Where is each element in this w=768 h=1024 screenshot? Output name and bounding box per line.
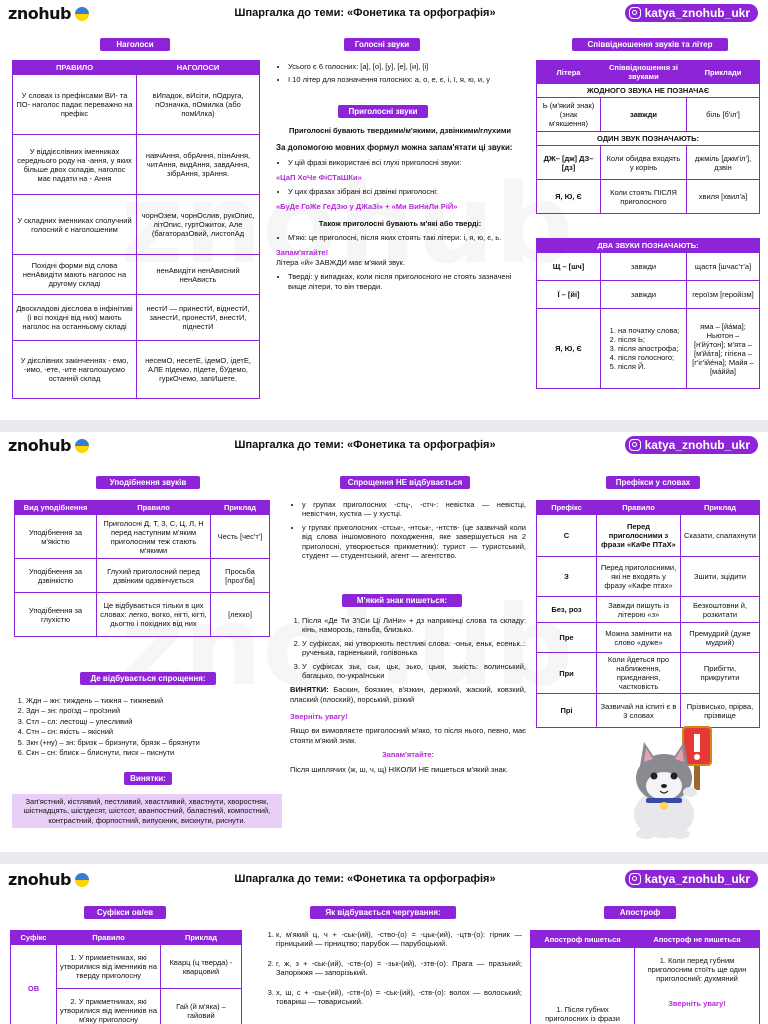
stress-example: несемО, несетЕ, ідемО, ідетЕ, АЛЕ пІдемо, пІдете, бУдемо, гуркОчемо, запИшете. (137, 341, 260, 399)
soft-sign-exc-text: Баскин, боязкин, в'язкин, держкий, жаский, ковзкий, плаский (плоский), порський, різкий (290, 685, 526, 704)
vowels-bullet: • Усього є 6 голосних: [а], [о], [у], [е], [и], [і] (288, 62, 524, 71)
simplify-item: 4. Стн – сн: якість – якісний (26, 727, 274, 736)
voiced-phrase: «БуДе ГоЖе ГеДЗю у ДЖаЗі» + «Ми ВиНиЛи РіЙ» (276, 201, 458, 211)
logo (8, 4, 89, 23)
instagram-icon (629, 873, 641, 885)
apostrophe-yes-rule: 1. Після губних приголосних із фрази (531, 948, 635, 1024)
chip-simplification: Де відбувається спрощення: (80, 672, 216, 685)
soft-sign-attention-text: Якщо ви вимовляєте приголосний м'яко, то після нього, певно, має стояти м'який знак. (290, 726, 526, 745)
no-simplify-item: • у групах приголосних -стц-, -стч-: невістка — невістці, невістчин, хустка — у хустці. (302, 500, 526, 519)
stress-example: чорнОзем, чорнОслив, рукОпис, літОпис, гуртОжиток, Але (багаторазОвий, листопАд (137, 195, 260, 255)
instagram-handle: katya_znohub_ukr (644, 872, 750, 886)
prefix-rule: Перед приголосними, які не входять у фразу «Кафе птах» (597, 557, 681, 597)
assim-rule: Приголосні Д, Т, З, С, Ц, Л, Н перед наступним м'яким приголосним теж стають м'якими (97, 515, 211, 559)
logo (8, 870, 89, 889)
chip-vowels: Голосні звуки (344, 38, 420, 51)
simplify-item: 3. Стл – сл: лестощі – улесливий (26, 717, 274, 726)
prefix-example: Премудрий (дуже мудрий) (681, 623, 760, 653)
suffix-rule: 2. У прикметниках, які утворилися від іменників на м'яку приголосну (57, 989, 161, 1024)
instagram-handle: katya_znohub_ukr (644, 438, 750, 452)
ratio-table-two (536, 238, 760, 389)
stress-rule: У складних іменниках сполучний голосний є наголошеним (13, 195, 137, 255)
ratio-relation: Коли стоять ПІСЛЯ приголосного (601, 180, 687, 214)
chip-consonants: Приголосні звуки (338, 105, 428, 118)
suffix-name: ОВ (11, 945, 57, 1024)
suffix-example: Гай (й м'яка) – гайовий (161, 989, 242, 1024)
stress-example: нестИ — принестИ, віднестИ, занестИ, пронестИ, внестИ, піднестИ (137, 295, 260, 341)
ratio-letter: Ь (м'який знак)(знак м'якшення) (537, 98, 601, 132)
ratio-example: хвиля [хвил'а] (687, 180, 760, 214)
assim-type: Уподібнення за глухістю (15, 593, 97, 637)
prefix-name: Пре (537, 623, 597, 653)
chip-no-simplification: Спрощення НЕ відбувається (340, 476, 470, 489)
soft-sign-exc-label: ВИНЯТКИ: (290, 685, 329, 695)
stress-header-stress: НАГОЛОСИ (137, 61, 260, 75)
stress-header-rule: ПРАВИЛО (13, 61, 137, 75)
voiceless-text: • У цій фразі використані всі глухі приголосні звуки: (288, 158, 524, 167)
prefix-example: Безкоштовни й, розкитати (681, 597, 760, 623)
consonants-intro: Приголосні бувають твердими/м'якими, дзвінкими/глухими (289, 126, 511, 135)
prefix-header-rule: Правило (597, 501, 681, 515)
voiceless-phrase: «ЦаП ХоЧе ФіСТаШКи» (276, 172, 362, 182)
instagram-badge[interactable] (625, 4, 758, 22)
formula-heading: За допомогою мовних формул можна запам'ятати ці звуки: (276, 143, 513, 153)
assim-rule: Глухий приголосний перед дзвінким одзвінчується (97, 559, 211, 593)
header-bar (0, 0, 768, 26)
soft-heading: Також приголосні бувають м'які або тверді: (318, 218, 482, 228)
simplify-item: 1. Ждн – жн: тиждень – тижня – тижневий (26, 696, 274, 705)
logo-text: znohub (8, 436, 71, 455)
no-simplification-block (290, 500, 526, 565)
prefix-example: Прибігти, прикрутити (681, 653, 760, 694)
soft-sign-item: 1. Після «Де Ти З'їСи Ці ЛиНи» + дз наприкінці слова та складу: кінь, наморозь, ганьба, близько. (302, 616, 526, 635)
ratio-rule-item: 5. після Й. (618, 362, 683, 371)
consonants-block (276, 126, 524, 296)
prefixes-table (536, 500, 760, 728)
logo-text: znohub (8, 4, 71, 23)
cheatsheet-page-1 (0, 0, 768, 420)
ratio-example: біль [б'іл'] (687, 98, 760, 132)
stress-table (12, 60, 260, 399)
ratio-rule-item: 4. після голосного; (618, 353, 683, 362)
stress-example: навчАння, обрАння, пізнАння, читАння, видАння, завдАння, зібрАння, зрАння. (137, 135, 260, 195)
soft-sign-remember-text: Після шиплячих (ж, ш, ч, щ) НІКОЛИ НЕ пишеться м'який знак. (290, 764, 509, 774)
logo-text: znohub (8, 870, 71, 889)
chip-soft-sign: М'який знак пишеться: (342, 594, 462, 607)
ratio-relation: завжди (601, 98, 687, 132)
apostrophe-attention: Зверніть увагу! (668, 999, 726, 1009)
prefix-example: Зшити, зцідити (681, 557, 760, 597)
ratio-section-two: ДВА ЗВУКИ ПОЗНАЧАЮТЬ: (537, 239, 760, 253)
ratio-relation: завжди (601, 253, 687, 281)
simplify-item: 6. Скн – сн: блиск – блиснути, писк – писнути (26, 748, 274, 757)
ratio-section-one: ОДИН ЗВУК ПОЗНАЧАЮТЬ: (537, 132, 760, 146)
voiced-text: • У цих фразах зібрані всі дзвінкі приголосні: (288, 187, 524, 196)
prefix-example: Прізвисько, прірва, прізвище (681, 694, 760, 728)
simplify-item: 5. Зкн (+ну) – зн: бризк – бризнути, брязк – брязнути (26, 738, 274, 747)
apostrophe-no-rule: 1. Коли перед губним приголосним стоїть ще один приголосний: духмяний (647, 956, 747, 984)
assim-rule: Це відбувається тільки в цих словах: легко, вогко, нігті, кігті, дьогтю і похідних від них (97, 593, 211, 637)
soft-sign-item: 3. У суфіксах зьк, ськ, цьк, зько, цьки, зькість: волинський, багацько, по-українськи (302, 662, 526, 681)
ratio-relation: Коли обидва входять у корінь (601, 146, 687, 180)
apostrophe-header-no: Апостроф не пишеться (635, 931, 760, 948)
prefix-rule: Завжди пишуть із літерою «з» (597, 597, 681, 623)
apostrophe-header-yes: Апостроф пишеться (531, 931, 635, 948)
ratio-example: яма – [йáма]; Ньютон – [н'йýтон]; м'ята – [м'йáта]; гігієна – [г'іг'ійéна]; Майя – [мáййа] (687, 309, 760, 389)
stress-example: вИпадок, вИсіти, пОдруга, пОзначка, пОмилка (або помИлка) (137, 75, 260, 135)
ratio-header-letter: Літера (537, 61, 601, 84)
page-gap (0, 852, 768, 864)
ratio-table (536, 60, 760, 214)
ratio-header-examples: Приклади (687, 61, 760, 84)
assim-example: [лехко] (211, 593, 270, 637)
ratio-letter: Ї – [йі] (537, 281, 601, 309)
exceptions-box: Зап'ястний, кістлявий, пестливий, хвастливий, хвастнути, хворостняк, шістнадцять, шістдесят, шістсот, аванпостний, баластний, компостний, контрастний, форпостний, випускник, вискнути, риснути. (12, 794, 282, 828)
instagram-icon (629, 7, 641, 19)
chip-alternation: Як відбувається чергування: (310, 906, 456, 919)
page-title: Шпаргалка до теми: «Фонетика та орфографія» (234, 7, 496, 19)
assim-example: Честь [чес'т'] (211, 515, 270, 559)
ratio-letter: Щ – [шч] (537, 253, 601, 281)
ratio-rule-item: 3. після апострофа; (618, 344, 683, 353)
simplify-item: 2. Здн – зн: проїзд – проїзний (26, 706, 274, 715)
ratio-example: джміль [джм'іл'], дзвін (687, 146, 760, 180)
cheatsheet-page-2 (0, 432, 768, 852)
no-simplify-item: • у групах приголосних -стськ-, -нтськ-, -нтств- (це зазвичай коли від слова іншомовного походження, яке завершується на 2 приголосні, утворюється прикметник): турист — туристський, студент — студентський, агент — агентство. (302, 523, 526, 561)
hard-text: • Тверді: у випадках, коли після приголосного не стоять зазначені вище літери, то він тверди. (288, 272, 524, 291)
instagram-badge[interactable] (625, 870, 758, 888)
apostrophe-no-cell (635, 948, 760, 1024)
soft-text: • М'які: це приголосні, після яких стоять такі літери: і, я, ю, є, ь. (288, 233, 524, 242)
prefix-rule: Можна замінити на слово «дуже» (597, 623, 681, 653)
page-title: Шпаргалка до теми: «Фонетика та орфографія» (234, 873, 496, 885)
ukraine-flag-icon (75, 439, 89, 453)
chip-prefixes: Префікси у словах (606, 476, 700, 489)
suffix-example: Кварц (ц тверда) - кварцовий (161, 945, 242, 989)
alternation-item: 2. г, ж, з + -ськ-(ий), -ств-(о) = -зьк-(ий), -зтв-(о): Прага — празький; Запоріжжя — запорізький. (276, 959, 522, 978)
assim-header-type: Вид уподібнення (15, 501, 97, 515)
ukraine-flag-icon (75, 873, 89, 887)
ratio-letter: ДЖ– [дж] ДЗ– [дз] (537, 146, 601, 180)
chip-assimilation: Уподібнення звуків (96, 476, 200, 489)
stress-rule: Двоскладові дієслова в інфінітиві (і всі похідні від них) мають наголос на останньому складі (13, 295, 137, 341)
suffixes-table (10, 930, 242, 1024)
prefix-example: Сказати, спалахнути (681, 515, 760, 557)
alternation-block (264, 930, 522, 1011)
suffix-rule: 1. У прикметниках, які утворилися від іменників на тверду приголосну (57, 945, 161, 989)
chip-suffixes: Суфікси ов/ев (84, 906, 166, 919)
apostrophe-table (530, 930, 760, 1024)
prefix-header-prefix: Префікс (537, 501, 597, 515)
header-bar (0, 866, 768, 892)
suffix-header-rule: Правило (57, 931, 161, 945)
ratio-header-relation: Співвідношення зі звуками (601, 61, 687, 84)
instagram-badge[interactable] (625, 436, 758, 454)
chip-exceptions: Винятки: (124, 772, 172, 785)
assimilation-table (14, 500, 270, 637)
soft-sign-block (290, 616, 526, 779)
prefix-name: С (537, 515, 597, 557)
remember-text: Літера «й» ЗАВЖДИ має м'який звук. (276, 258, 406, 267)
assim-example: Просьба [проз'ба] (211, 559, 270, 593)
stress-example: ненАвидіти ненАвисний ненАвисть (137, 255, 260, 295)
ratio-letter: Я, Ю, Є (537, 309, 601, 389)
prefix-name: При (537, 653, 597, 694)
instagram-handle: katya_znohub_ukr (644, 6, 750, 20)
header-bar (0, 432, 768, 458)
husky-mascot-icon (620, 722, 720, 842)
vowels-bullet: • І 10 літер для позначення голосних: а, о, е, є, і, ї, я, ю, и, у (288, 75, 524, 84)
ratio-example: щастя [шчас'т'а] (687, 253, 760, 281)
prefix-rule: Зазвичай на іспиті є в 3 словах (597, 694, 681, 728)
prefix-name: Прі (537, 694, 597, 728)
vowels-block (276, 62, 524, 90)
ratio-relation (601, 309, 687, 389)
page-gap (0, 420, 768, 432)
logo (8, 436, 89, 455)
soft-sign-item: 2. У суфіксах, які утворюють пестливі слова: -оньк, еньк, есеньк..: рученька, гарненький, голівонька (302, 639, 526, 658)
chip-ratio: Співвідношення звуків та літер (572, 38, 728, 51)
suffix-header-example: Приклад (161, 931, 242, 945)
stress-rule: У словах із префіксами ВИ- та ПО- наголос падає переважно на префікс (13, 75, 137, 135)
prefix-rule: Перед приголосними з фрази «КаФе ПТаХ» (597, 515, 681, 557)
chip-apostrophe: Апостроф (604, 906, 676, 919)
assim-type: Уподібнення за дзвінкістю (15, 559, 97, 593)
alternation-item: 1. к, м'який ц, ч + -ськ-(ий), -ство-(о) = -цьк-(ий), -цтв-(о): гірник — гірницький — гірництво; парубок — парубоцький. (276, 930, 522, 949)
prefix-rule: Коли йдеться про наближення, приєднання, частковість (597, 653, 681, 694)
suffix-header-suffix: Суфікс (11, 931, 57, 945)
ukraine-flag-icon (75, 7, 89, 21)
prefix-name: З (537, 557, 597, 597)
prefix-header-example: Приклад (681, 501, 760, 515)
simplification-block (14, 696, 274, 758)
assim-header-example: Приклад (211, 501, 270, 515)
chip-stress: Наголоси (100, 38, 170, 51)
ratio-rule-item: 1. на початку слова; (618, 326, 683, 335)
ratio-example: героїзм [геройізм] (687, 281, 760, 309)
stress-rule: У дієслівних закінченнях - емо, -имо, -ете, -ите наголошуємо останній склад (13, 341, 137, 399)
soft-sign-remember: Запам'ятайте: (381, 750, 435, 760)
ratio-letter: Я, Ю, Є (537, 180, 601, 214)
assim-header-rule: Правило (97, 501, 211, 515)
remember-label: Запам'ятайте! (276, 247, 329, 257)
alternation-item: 3. х, ш, с + -ськ-(ий), -ств-(о) = -ськ-(ий), -ств-(о): волох — волоський; товариш — товариський. (276, 988, 522, 1007)
prefix-name: Без, роз (537, 597, 597, 623)
ratio-rule-item: 2. після Ь; (618, 335, 683, 344)
cheatsheet-page-3 (0, 864, 768, 1024)
ratio-section-none: ЖОДНОГО ЗВУКА НЕ ПОЗНАЧАЄ (537, 84, 760, 98)
soft-sign-attention: Зверніть увагу! (290, 712, 348, 721)
assim-type: Уподібнення за м'якістю (15, 515, 97, 559)
instagram-icon (629, 439, 641, 451)
stress-rule: У віддієслівних іменниках середнього роду на -ання, у яких більше двох складів, наголос має падати на - Ання (13, 135, 137, 195)
page-title: Шпаргалка до теми: «Фонетика та орфографія» (234, 439, 496, 451)
stress-rule: Похідні форми від слова ненАвидіти мають наголос на другому складі (13, 255, 137, 295)
ratio-relation: завжди (601, 281, 687, 309)
